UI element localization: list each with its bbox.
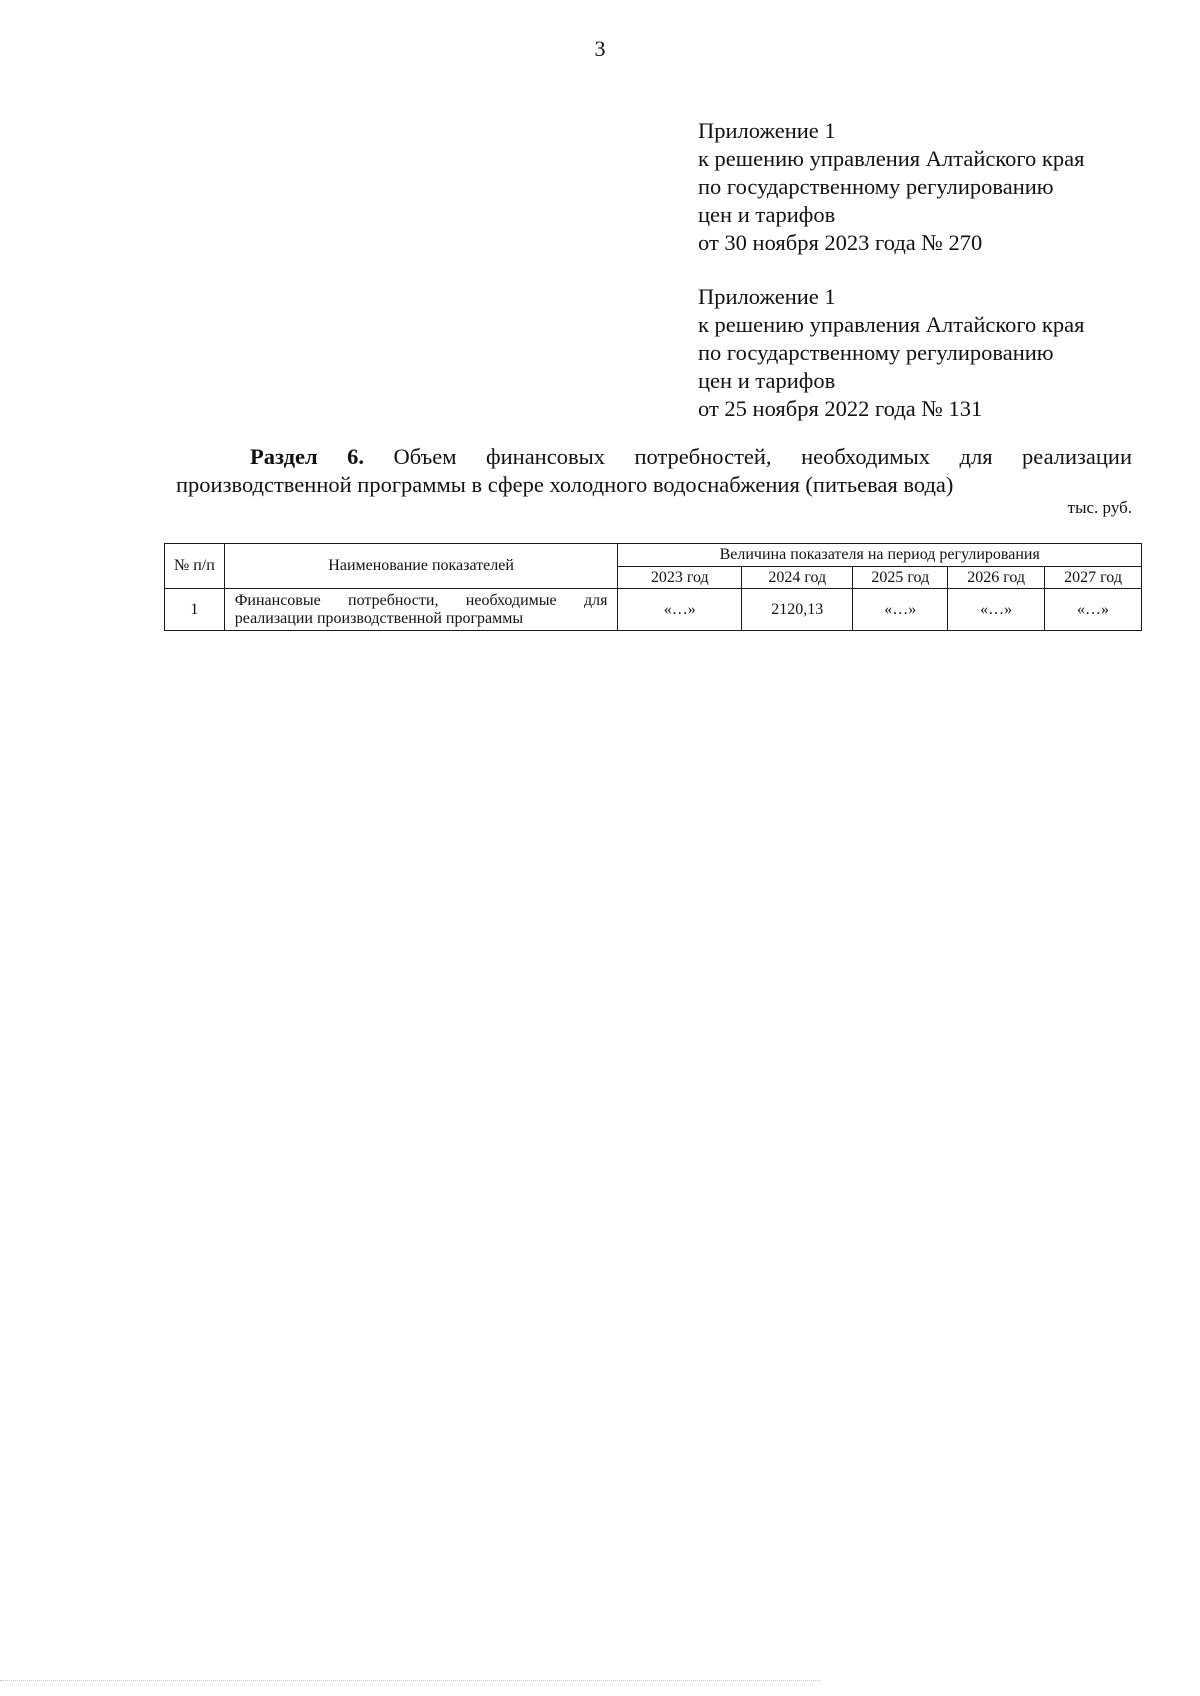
scan-artifact-line bbox=[0, 1680, 820, 1681]
row-value: «…» bbox=[1045, 589, 1142, 631]
appendix-line: от 25 ноября 2022 года № 131 bbox=[698, 396, 983, 421]
appendix-line: цен и тарифов bbox=[698, 368, 836, 393]
row-num: 1 bbox=[165, 589, 225, 631]
row-value: «…» bbox=[948, 589, 1045, 631]
page-number: 3 bbox=[594, 36, 606, 61]
row-value: «…» bbox=[618, 589, 742, 631]
header-year: 2023 год bbox=[618, 567, 742, 589]
header-year: 2024 год bbox=[742, 567, 853, 589]
units-label: тыс. руб. bbox=[1067, 498, 1132, 517]
appendix-line: к решению управления Алтайского края bbox=[698, 146, 1085, 171]
section-title: Объем финансовых потребностей, необходимых для реализации производственной программы в сфере холодного водоснабжения (питьевая вода) bbox=[176, 444, 1133, 497]
header-num: № п/п bbox=[165, 544, 225, 589]
appendix-line: Приложение 1 bbox=[698, 284, 836, 309]
header-year: 2026 год bbox=[948, 567, 1045, 589]
appendix-current-amendment bbox=[698, 117, 1168, 257]
financial-needs-table bbox=[164, 543, 1142, 631]
appendix-line: к решению управления Алтайского края bbox=[698, 312, 1085, 337]
header-year: 2025 год bbox=[853, 567, 948, 589]
appendix-line: от 30 ноября 2023 года № 270 bbox=[698, 230, 983, 255]
section-lead: Раздел 6. bbox=[250, 444, 365, 469]
appendix-line: по государственному регулированию bbox=[698, 340, 1054, 365]
appendix-line: по государственному регулированию bbox=[698, 174, 1054, 199]
header-period: Величина показателя на период регулирования bbox=[618, 544, 1142, 567]
appendix-line: Приложение 1 bbox=[698, 118, 836, 143]
appendix-line: цен и тарифов bbox=[698, 202, 836, 227]
table-header-row bbox=[165, 544, 1142, 567]
table-row bbox=[165, 589, 1142, 631]
header-name: Наименование показателей bbox=[224, 544, 618, 589]
appendix-original-decision bbox=[698, 283, 1168, 423]
row-name: Финансовые потребности, необходимые для реализации производственной программы bbox=[224, 589, 618, 631]
header-year: 2027 год bbox=[1045, 567, 1142, 589]
row-value: 2120,13 bbox=[742, 589, 853, 631]
row-value: «…» bbox=[853, 589, 948, 631]
section-heading bbox=[176, 443, 1132, 499]
